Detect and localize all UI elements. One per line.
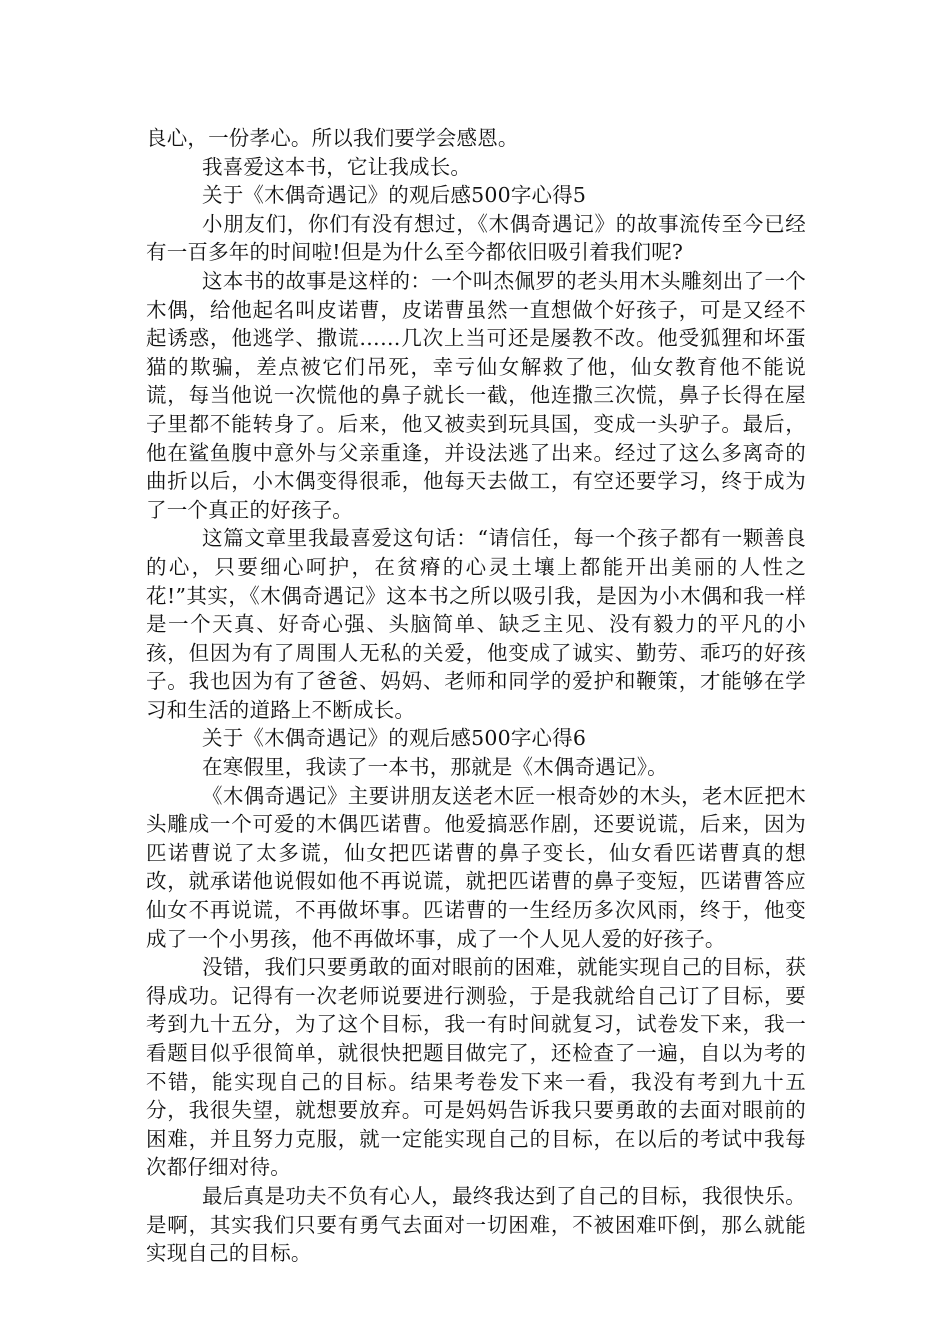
paragraph-favorite-quote: 这篇文章里我最喜爱这句话：“请信任，每一个孩子都有一颗善良的心，只要细心呵护，在贫瘠的心灵土壤上都能开出美丽的人性之花!”其实，《木偶奇遇记》这本书之所以吸引我，是因为小木偶和我一样是一个天真、好奇心强、头脑简单、缺乏主见、没有毅力的平凡的小孩，但因为有了周围人无私的关爱，他变成了诚实、勤劳、乖巧的好孩子。我也因为有了爸爸、妈妈、老师和同学的爱护和鞭策，才能够在学习和生活的道路上不断成长。: [146, 526, 806, 722]
section-heading-6: 关于《木偶奇遇记》的观后感500字心得6: [202, 726, 587, 751]
paragraph-intro-continuation: 良心，一份孝心。所以我们要学会感恩。: [146, 126, 519, 150]
document-body: [146, 124, 806, 1268]
paragraph-book-growth: 我喜爱这本书，它让我成长。: [202, 154, 472, 179]
paragraph-exam-story: 没错，我们只要勇敢的面对眼前的困难，就能实现自己的目标，获得成功。记得有一次老师说要进行测验，于是我就给自己订了目标，要考到九十五分，为了这个目标，我一有时间就复习，试卷发下来，我一看题目似乎很简单，就很快把题目做完了，还检查了一遍，自以为考的不错，能实现自己的目标。结果考卷发下来一看，我没有考到九十五分，我很失望，就想要放弃。可是妈妈告诉我只要勇敢的去面对眼前的困难，并且努力克服，就一定能实现自己的目标，在以后的考试中我每次都仔细对待。: [146, 955, 806, 1180]
paragraph-story-summary: 这本书的故事是这样的：一个叫杰佩罗的老头用木头雕刻出了一个木偶，给他起名叫皮诺曹，皮诺曹虽然一直想做个好孩子，可是又经不起诱惑，他逃学、撒谎……几次上当可还是屡教不改。他受狐狸和坏蛋猫的欺骗，差点被它们吊死，幸亏仙女解救了他，仙女教育他不能说谎，每当他说一次慌他的鼻子就长一截，他连撒三次慌，鼻子长得在屋子里都不能转身了。后来，他又被卖到玩具国，变成一头驴子。最后，他在鲨鱼腹中意外与父亲重逢，并设法逃了出来。经过了这么多离奇的曲折以后，小木偶变得很乖，他每天去做工，有空还要学习，终于成为了一个真正的好孩子。: [146, 268, 806, 522]
paragraph-question: 小朋友们，你们有没有想过，《木偶奇遇记》的故事流传至今已经有一百多年的时间啦!但是为什么至今都依旧吸引着我们呢?: [146, 211, 806, 265]
paragraph-plot: 《木偶奇遇记》主要讲朋友送老木匠一根奇妙的木头，老木匠把木头雕成一个可爱的木偶匹诺曹。他爱搞恶作剧，还要说谎，后来，因为匹诺曹说了太多谎，仙女把匹诺曹的鼻子变长，仙女看匹诺曹真的想改，就承诺他说假如他不再说谎，就把匹诺曹的鼻子变短，匹诺曹答应仙女不再说谎，不再做坏事。匹诺曹的一生经历多次风雨，终于，他变成了一个小男孩，他不再做坏事，成了一个人见人爱的好孩子。: [146, 783, 806, 951]
section-heading-5: 关于《木偶奇遇记》的观后感500字心得5: [202, 183, 587, 208]
paragraph-conclusion: 最后真是功夫不负有心人，最终我达到了自己的目标，我很快乐。是啊，其实我们只要有勇气去面对一切困难，不被困难吓倒，那么就能实现自己的目标。: [146, 1183, 806, 1266]
paragraph-winter-break: 在寒假里，我读了一本书，那就是《木偶奇遇记》。: [202, 755, 668, 780]
